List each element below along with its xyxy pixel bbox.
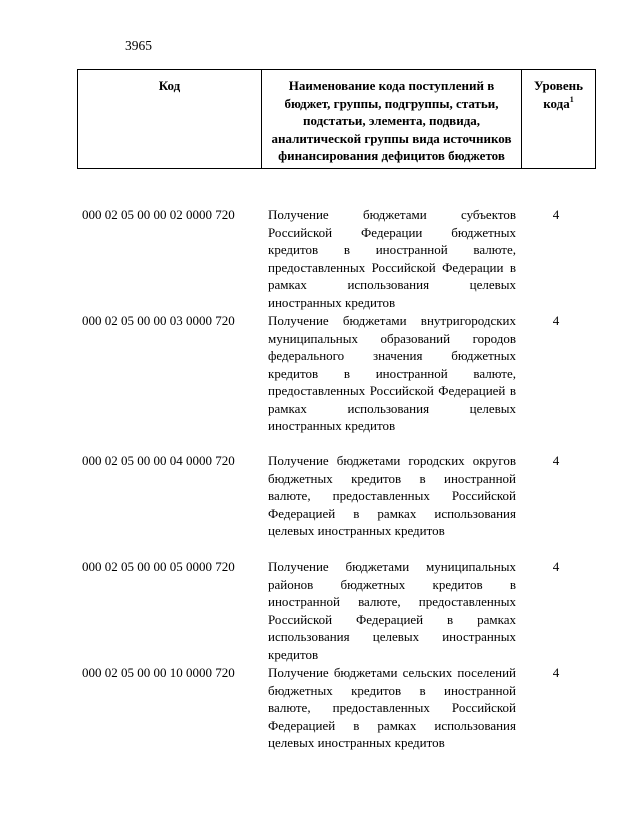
footnote-marker: 1 — [569, 94, 574, 104]
header-code — [78, 70, 262, 169]
row-level: 4 — [552, 313, 560, 328]
header-code-label: Код — [158, 78, 181, 93]
row-name: Получение бюджетами муниципальных районов бюджетных кредитов в иностранной валюте, предоставленных Российской Федерацией в рамках использования целевых иностранных кредитов — [268, 559, 516, 662]
header-level — [522, 70, 596, 169]
table-row — [82, 452, 592, 558]
row-name: Получение бюджетами городских округов бюджетных кредитов в иностранной валюте, предоставленных Российской Федерацией в рамках использования целевых иностранных кредитов — [268, 453, 516, 538]
row-name: Получение бюджетами внутригородских муниципальных образований городов федерального значения бюджетных кредитов в иностранной валюте, предоставленных Российской Федерацией в рамках использования целевых иностранных кредитов — [268, 313, 516, 433]
row-code: 000 02 05 00 00 05 0000 720 — [82, 559, 235, 574]
header-level-label: Уровень кода — [533, 78, 584, 111]
page-number: 3965 — [125, 38, 152, 53]
table-header — [77, 69, 596, 169]
table-body — [82, 206, 592, 770]
header-name — [262, 70, 522, 169]
row-code: 000 02 05 00 00 10 0000 720 — [82, 665, 235, 680]
table-row — [82, 206, 592, 312]
table-row — [82, 664, 592, 770]
row-code: 000 02 05 00 00 03 0000 720 — [82, 313, 235, 328]
row-level: 4 — [552, 207, 560, 222]
row-code: 000 02 05 00 00 02 0000 720 — [82, 207, 235, 222]
row-level: 4 — [552, 665, 560, 680]
header-name-label: Наименование кода поступлений в бюджет, группы, подгруппы, статьи, подстатьи, элемента, подвида, аналитической группы вида источников финансирования дефицитов бюджетов — [271, 78, 512, 163]
row-code: 000 02 05 00 00 04 0000 720 — [82, 453, 235, 468]
row-level: 4 — [552, 453, 560, 468]
row-level: 4 — [552, 559, 560, 574]
table-row — [82, 312, 592, 452]
row-name: Получение бюджетами субъектов Российской Федерации бюджетных кредитов в иностранной валюте, предоставленных Российской Федерации в рамках использования целевых иностранных кредитов — [268, 207, 516, 310]
row-name: Получение бюджетами сельских поселений бюджетных кредитов в иностранной валюте, предоставленных Российской Федерацией в рамках использования целевых иностранных кредитов — [268, 665, 516, 750]
table-row — [82, 558, 592, 664]
